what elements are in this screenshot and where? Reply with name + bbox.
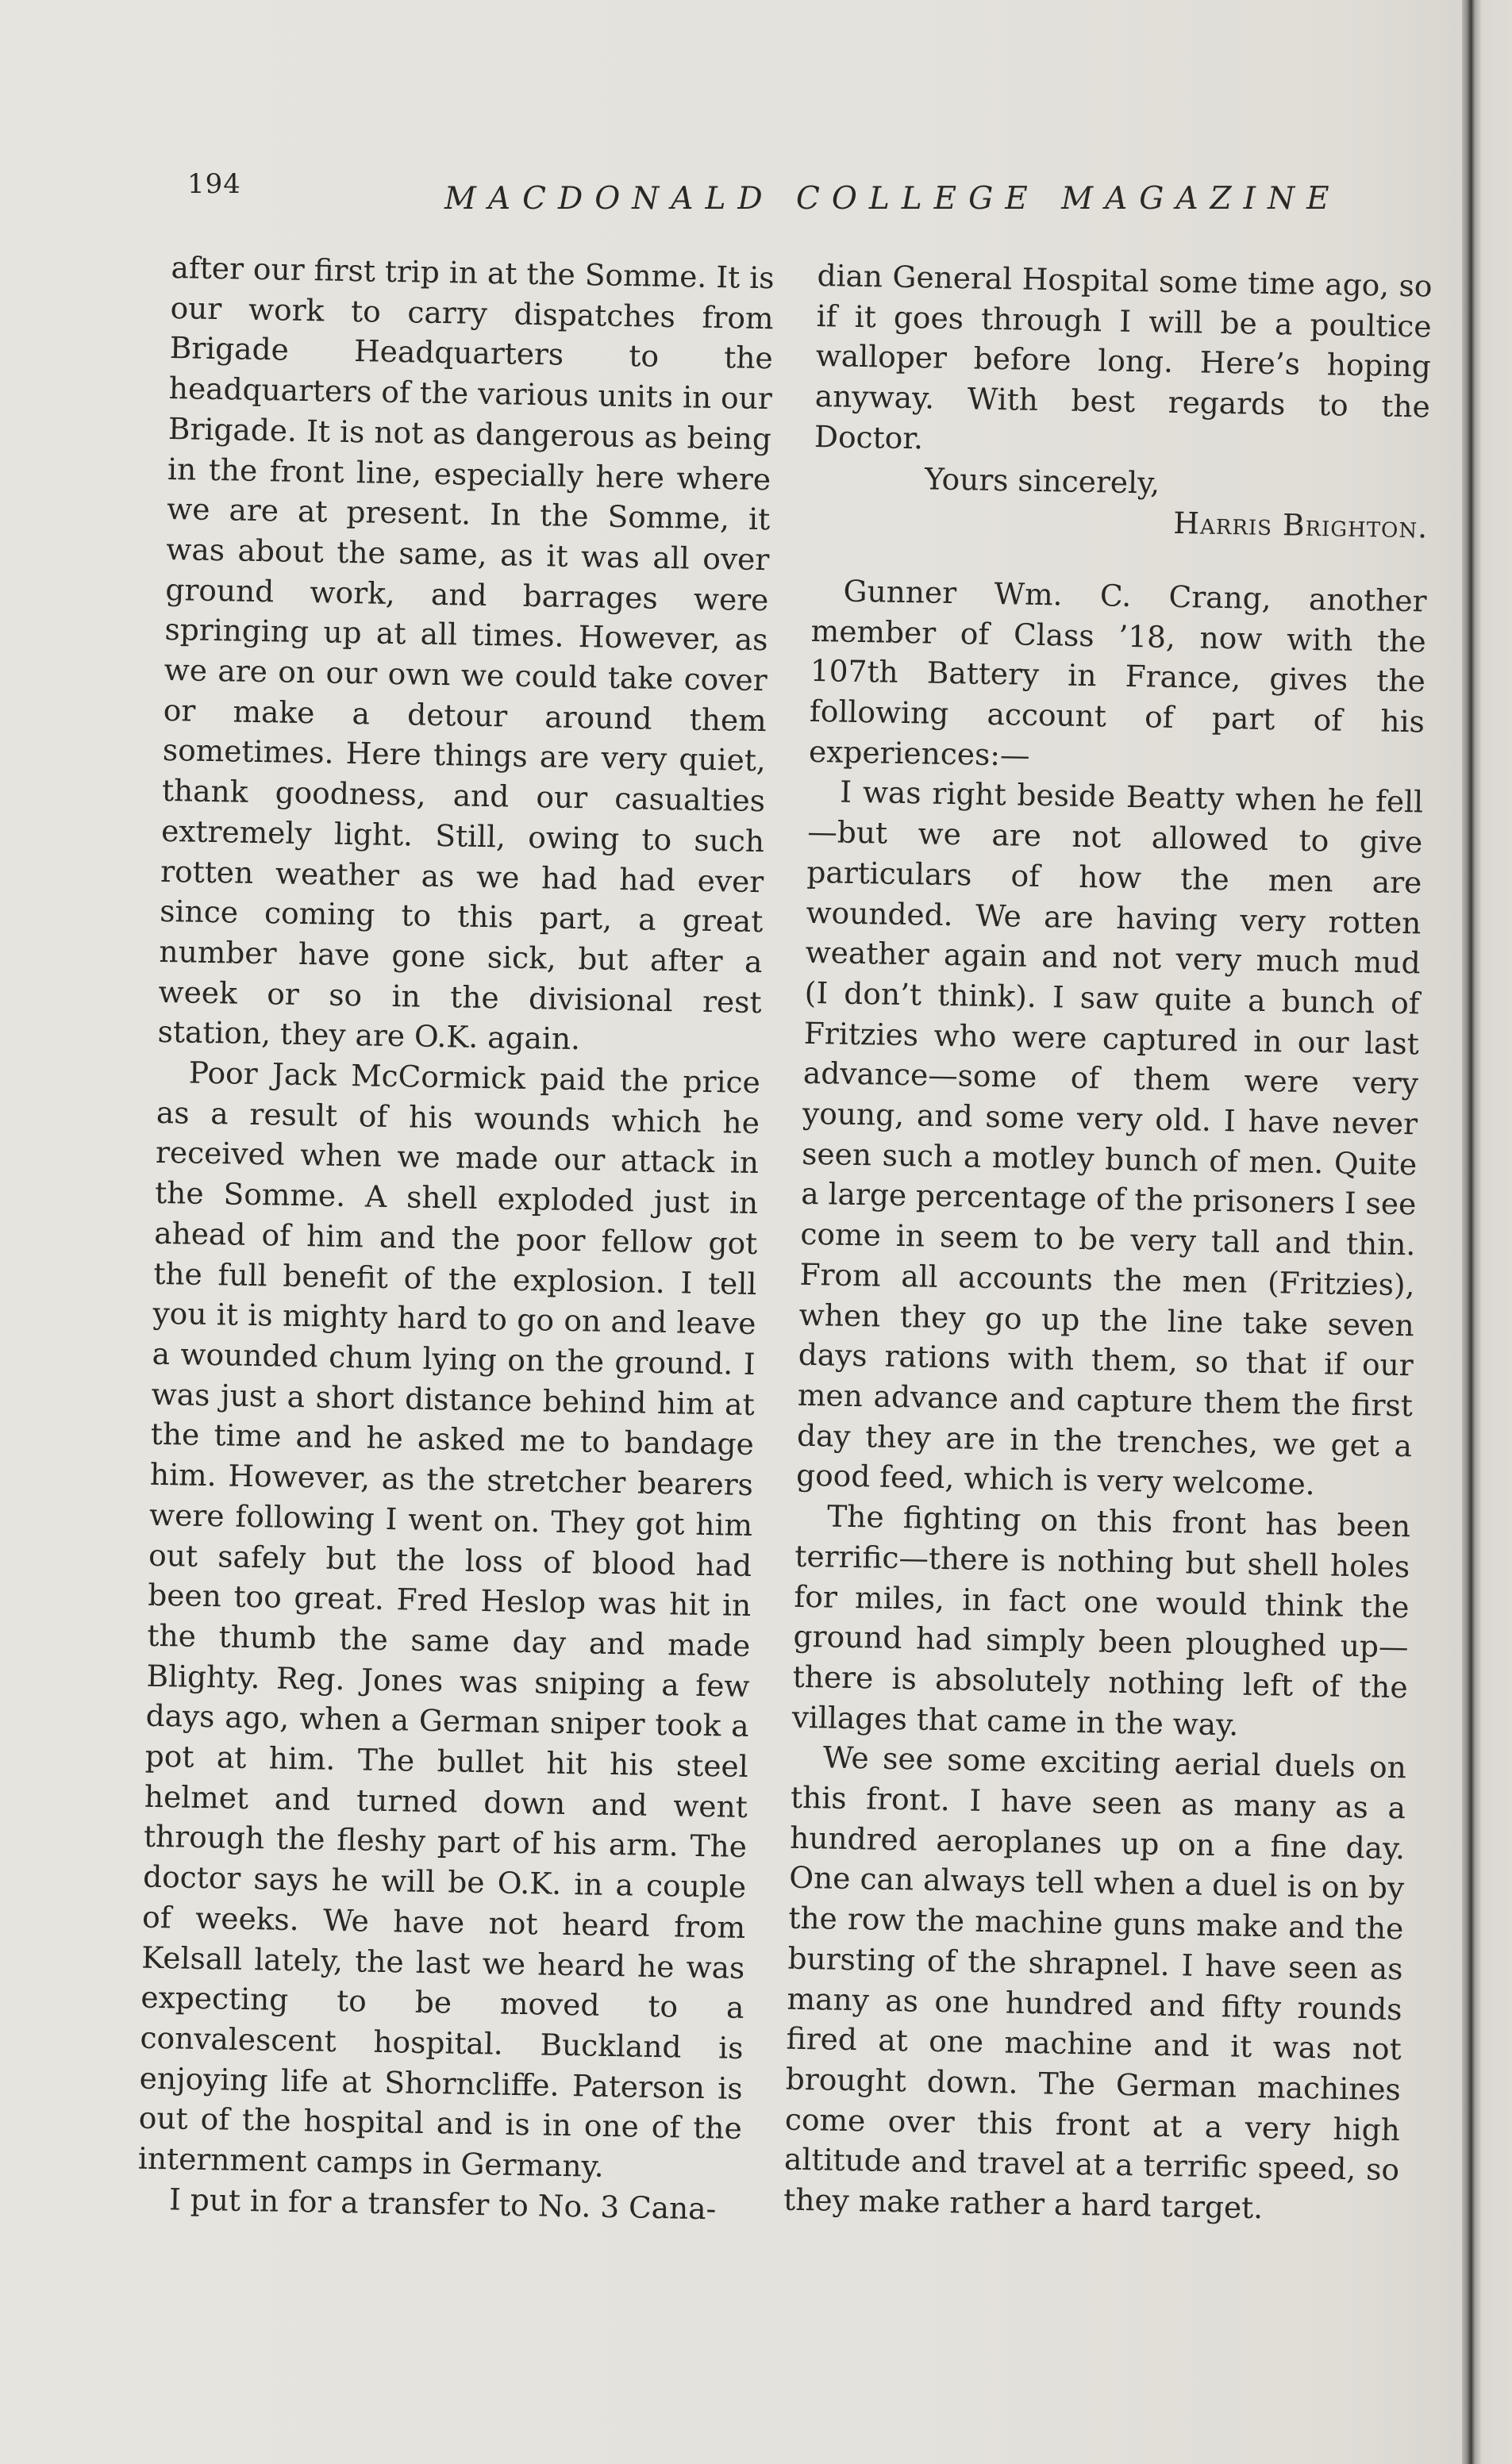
- crang-paragraph-2: The fighting on this front has been terrific—there is nothing but shell holes for miles, in fact one would think the ground had simply been ploughed up—there is absolutely nothing left of the villages that came in the way.: [791, 1498, 1411, 1743]
- page-edge-shadow: [1462, 0, 1512, 2464]
- crang-introduction: Gunner Wm. C. Crang, another member of Class ’18, now with the 107th Battery in France, gives the following account of part of his experiences:—: [808, 573, 1427, 773]
- crang-paragraph-1: I was right beside Beatty when he fell—but we are not allowed to give particulars of how the men are wounded. We are having very rotten weather again and not very much mud (I don’t think). I saw quite a bunch of Fritzies who were captured in our last advance—some of them were very young, and some very old. I have never seen such a motley bunch of men. Quite a large percentage of the prisoners I see come in seem to be very tall and thin. From all accounts the men (Fritzies), when they go up the line take seven days rations with them, so that if our men advance and capture them the first day they are in the trenches, we get a good feed, which is very welcome.: [795, 775, 1424, 1502]
- left-column: [137, 248, 775, 2229]
- right-column: [783, 256, 1433, 2231]
- letter-paragraph-3: I put in for a transfer to No. 3 Cana-: [168, 2181, 717, 2227]
- letter-paragraph-1: after our first trip in at the Somme. It is our work to carry dispatches from Brigade Headquarters to the headquarters of the various units in our Brigade. It is not as dangerous as being in the front line, especially here where we are at present. In the Somme, it was about the same, as it was all over ground work, and barrages were springing up at all times. However, as we are on our own we could take cover or make a detour around them sometimes. Here things are very quiet, thank goodness, and our casualties extremely light. Still, owing to such rotten weather as we had had ever since coming to this part, a great number have gone sick, but after a week or so in the divisional rest station, they are O.K. again.: [157, 249, 775, 1057]
- letter-paragraph-2: Poor Jack McCormick paid the price as a result of his wounds which he received when we made our attack in the Somme. A shell exploded just in ahead of him and the poor fellow got the full benefit of the explosion. I tell you it is mighty hard to go on and leave a wounded chum lying on the ground. I was just a short distance behind him at the time and he asked me to bandage him. However, as the stretcher bearers were following I went on. They got him out safely but the loss of blood had been too great. Fred Heslop was hit in the thumb the same day and made Blighty. Reg. Jones was sniping a few days ago, when a German sniper took a pot at him. The bullet hit his steel helmet and turned down and went through the fleshy part of his arm. The doctor says he will be O.K. in a couple of weeks. We have not heard from Kelsall lately, the last we heard he was expecting to be moved to a convalescent hospital. Buckland is enjoying life at Shorncliffe. Paterson is out of the hospital and is in one of the internment camps in Germany.: [137, 1055, 761, 2184]
- crang-paragraph-3: We see some exciting aerial duels on this front. I have seen as many as a hundred aeroplanes up on a fine day. One can always tell when a duel is on by the row the machine guns make and the bursting of the shrapnel. I have seen as many as one hundred and fifty rounds fired at one machine and it was not brought down. The German machines come over this front at a very high altitude and travel at a terrific speed, so they make rather a hard target.: [783, 1739, 1407, 2226]
- letter-signature: Harris Brighton.: [1172, 505, 1429, 545]
- running-title: MACDONALD COLLEGE MAGAZINE: [444, 181, 1341, 217]
- letter-closing: Yours sincerely,: [924, 460, 1160, 501]
- page-number: 194: [187, 168, 241, 200]
- letter-continuation: dian General Hospital some time ago, so if it goes through I will be a poultice walloper before long. Here’s hoping anyway. With best regards to the Doctor.: [814, 257, 1433, 456]
